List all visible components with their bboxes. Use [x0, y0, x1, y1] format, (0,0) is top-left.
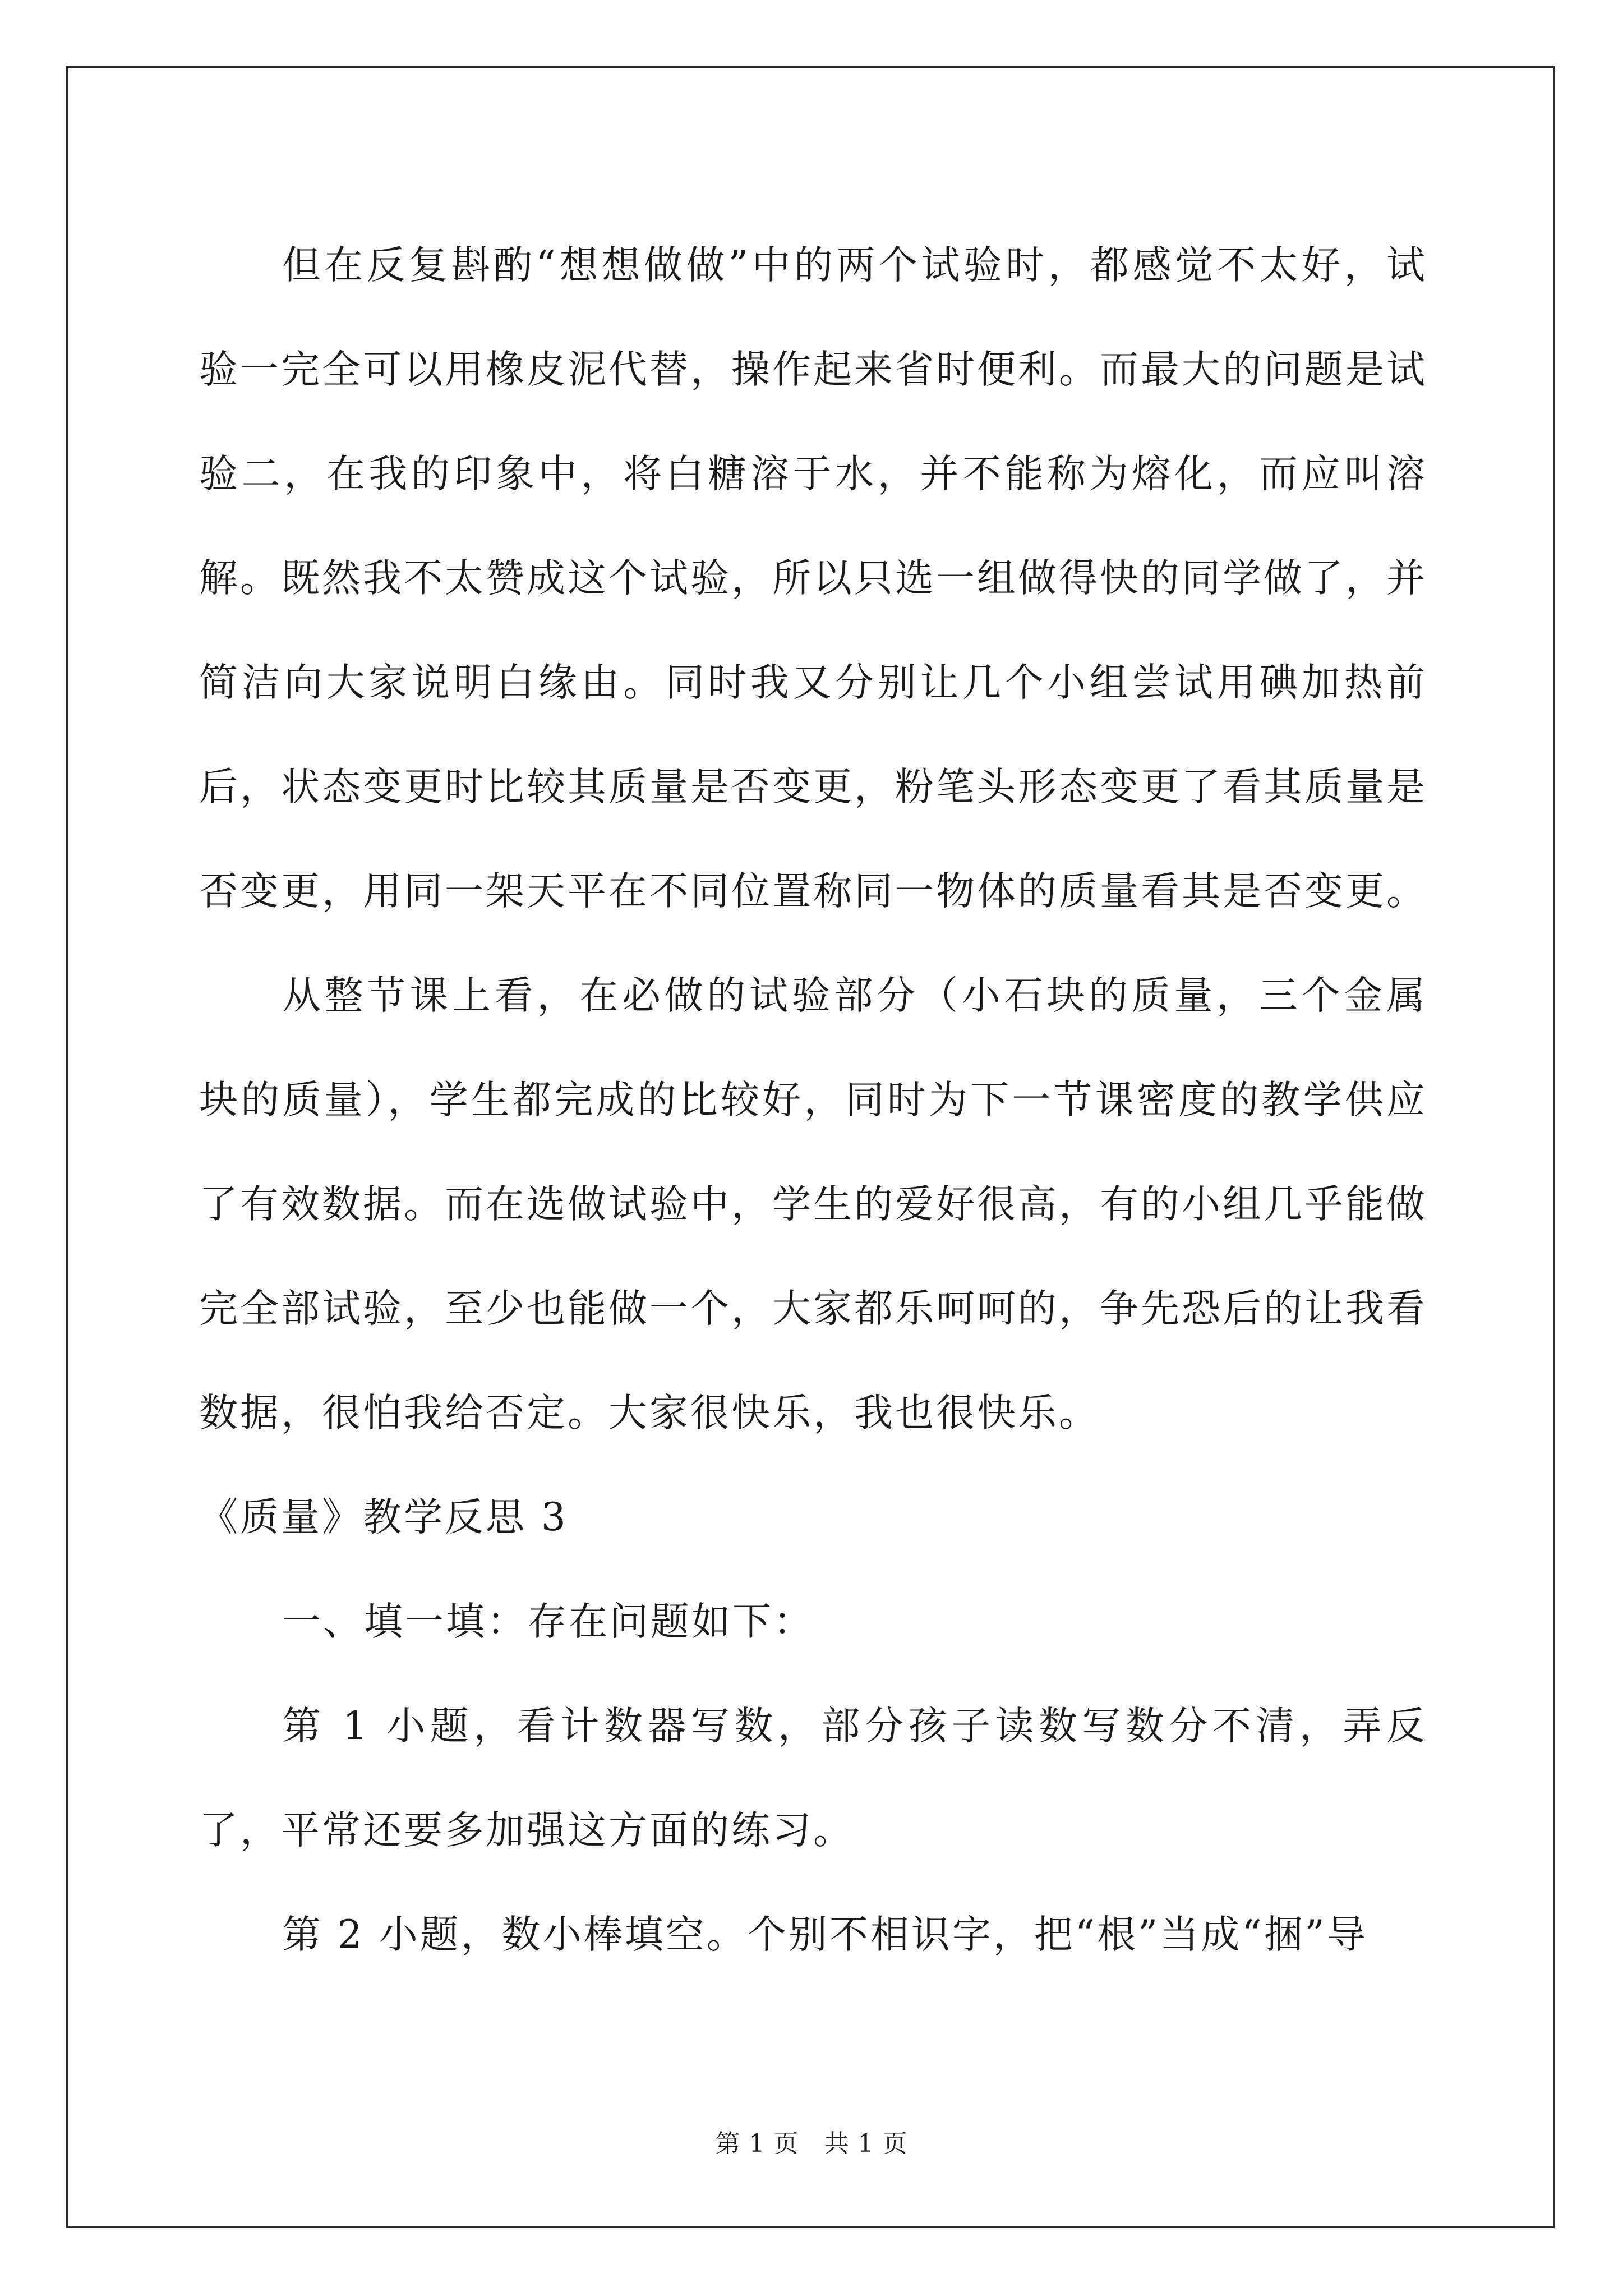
- page-footer: 第 1 页 共 1 页: [715, 2129, 908, 2158]
- paragraph-6: 第 2 小题，数小棒填空。个别不相识字，把“根”当成“捆”导: [282, 1912, 1368, 1957]
- document-body: [199, 213, 1427, 1987]
- paragraph-5: 第 1 小题，看计数器写数，部分孩子读数写数分不清，弄反了，平常还要多加强这方面的练习。: [199, 1704, 1427, 1853]
- section-heading: 《质量》教学反思 3: [199, 1495, 568, 1540]
- paragraph-1: 但在反复斟酌“想想做做”中的两个试验时，都感觉不太好，试验一完全可以用橡皮泥代替，操作起来省时便利。而最大的问题是试验二，在我的印象中，将白糖溶于水，并不能称为熔化，而应叫溶解。既然我不太赞成这个试验，所以只选一组做得快的同学做了，并简洁向大家说明白缘由。同时我又分别让几个小组尝试用碘加热前后，状态变更时比较其质量是否变更，粉笔头形态变更了看其质量是否变更，用同一架天平在不同位置称同一物体的质量看其是否变更。: [199, 243, 1427, 914]
- paragraph-4: 一、填一填：存在问题如下：: [282, 1599, 814, 1644]
- paragraph-2: 从整节课上看，在必做的试验部分（小石块的质量，三个金属块的质量），学生都完成的比较好，同时为下一节课密度的教学供应了有效数据。而在选做试验中，学生的爱好很高，有的小组几乎能做完全部试验，至少也能做一个，大家都乐呵呵的，争先恐后的让我看数据，很怕我给否定。大家很快乐，我也很快乐。: [199, 973, 1427, 1435]
